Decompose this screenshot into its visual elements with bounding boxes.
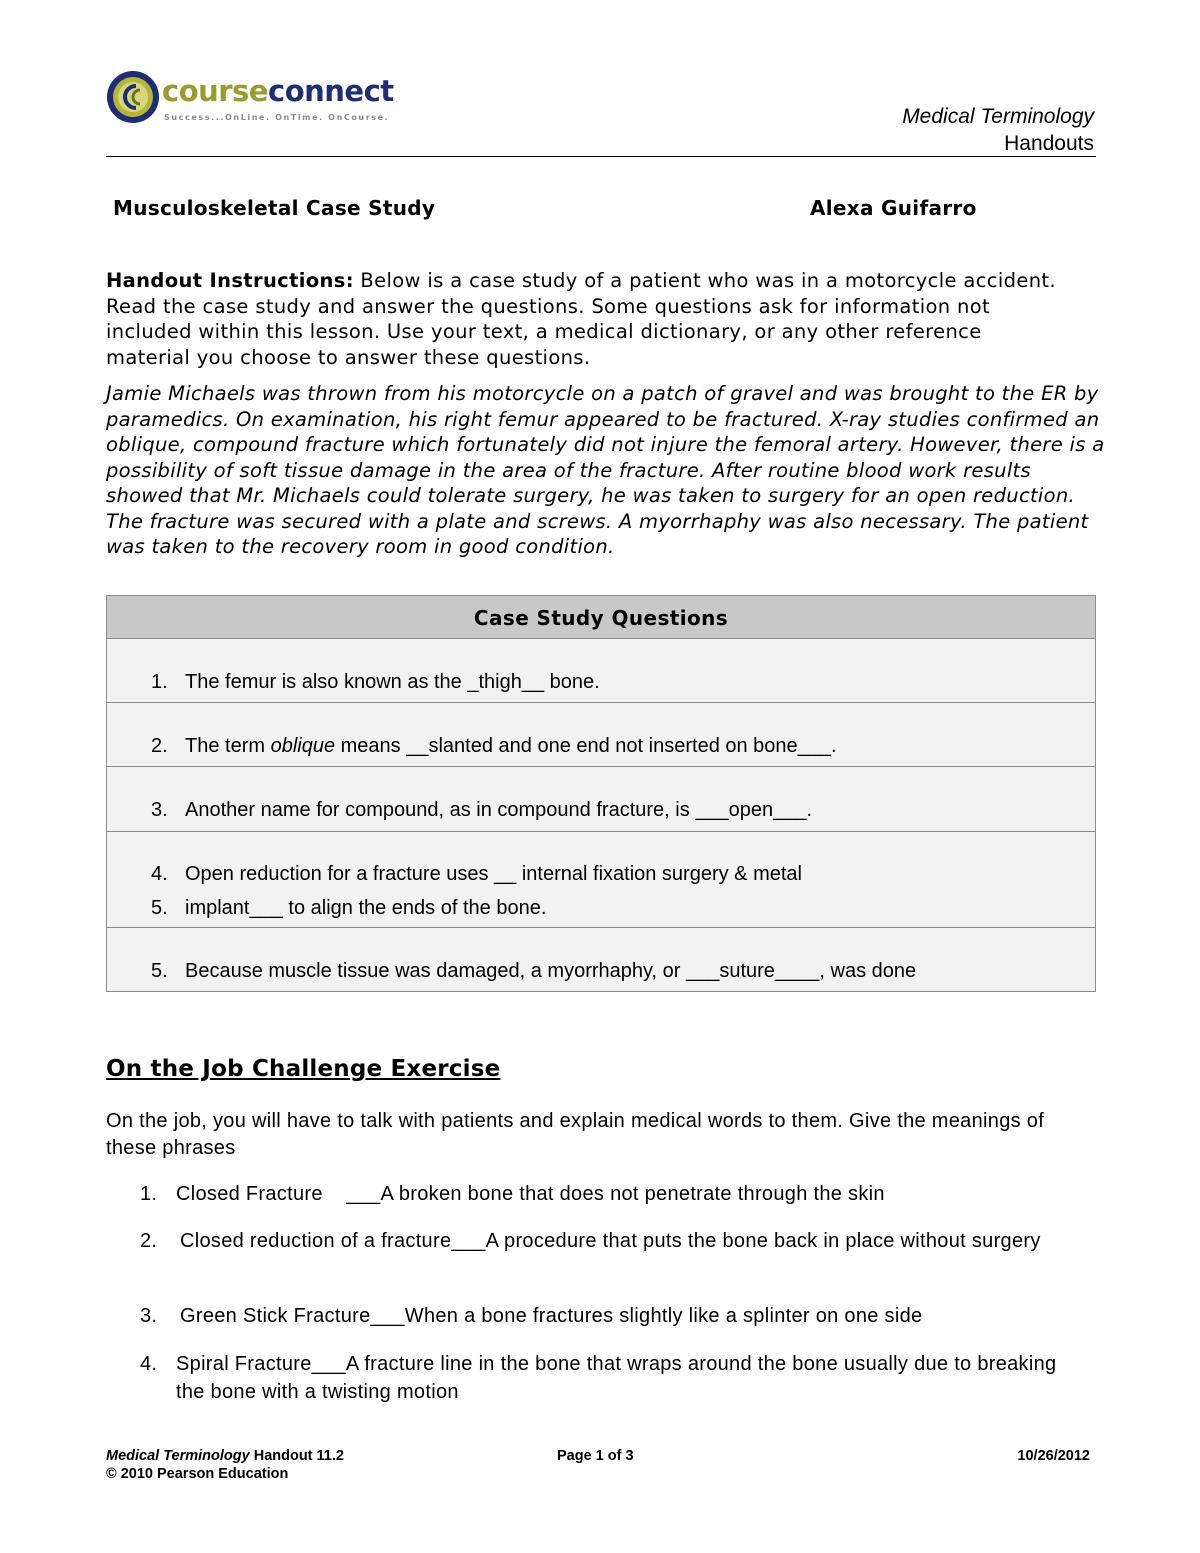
footer-handout: Medical Terminology Handout 11.2 — [106, 1448, 344, 1464]
logo-wordmark: courseconnect — [162, 74, 394, 108]
footer-copyright: © 2010 Pearson Education — [106, 1466, 289, 1482]
instructions-label: Handout Instructions: — [106, 269, 354, 292]
handout-instructions — [106, 268, 1066, 370]
header-divider — [106, 156, 1096, 157]
question-4: 4. Open reduction for a fracture uses __ internal fixation surgery & metal — [151, 863, 802, 885]
table-row — [107, 639, 1095, 703]
list-item: 3. Green Stick Fracture___When a bone fractures slightly like a splinter on one side — [140, 1305, 923, 1327]
table-row — [107, 767, 1095, 832]
logo-mark-icon — [106, 70, 160, 124]
case-study-text: Jamie Michaels was thrown from his motorcycle on a patch of gravel and was brought to the ER by paramedics. On examination, his right femur appeared to be fractured. X-ray studies confirmed an oblique, compound fracture which fortunately did not injure the femoral artery. However, there is a possibility of soft tissue damage in the area of the fracture. After routine blood work results showed that Mr. Michaels could tolerate surgery, he was taken to surgery for an open reduction. The fracture was secured with a plate and screws. A myorrhaphy was also necessary. The patient was taken to the recovery room in good condition. — [106, 382, 1105, 558]
case-study-questions-table — [106, 595, 1096, 992]
list-item: 1. Closed Fracture ___A broken bone that does not penetrate through the skin — [140, 1183, 885, 1205]
question-3: 3. Another name for compound, as in compound fracture, is ___open___. — [151, 799, 813, 821]
question-5: 5. Because muscle tissue was damaged, a myorrhaphy, or ___suture____, was done — [151, 960, 917, 982]
question-2: 2. The term oblique means __slanted and one end not inserted on bone___. — [151, 735, 837, 757]
logo-tagline: Success...OnLine. OnTime. OnCourse. — [164, 113, 390, 122]
list-item: 4. Spiral Fracture___A fracture line in the bone that wraps around the bone usually due to breaking the bone with a twisting motion — [140, 1353, 1057, 1403]
table-header: Case Study Questions — [107, 596, 1095, 639]
footer-date: 10/26/2012 — [1017, 1448, 1090, 1464]
header-title-line2: Handouts — [1004, 132, 1094, 155]
question-1: 1. The femur is also known as the _thigh__ bone. — [151, 671, 600, 693]
section-intro: On the job, you will have to talk with patients and explain medical words to them. Give the meanings of these phrases — [106, 1110, 1045, 1159]
table-row — [107, 928, 1095, 991]
author-name: Alexa Guifarro — [810, 196, 977, 220]
section-title: On the Job Challenge Exercise — [106, 1056, 501, 1082]
question-4-continued: 5. implant___ to align the ends of the bone. — [151, 897, 547, 919]
instructions-text: Below is a case study of a patient who was in a motorcycle accident. Read the case study and answer the questions. Some questions ask for information not included within this lesson. Use your text, a medical dictionary, or any other reference material you choose to answer these questions. — [106, 269, 1056, 369]
page-title: Musculoskeletal Case Study — [113, 196, 436, 220]
footer-left — [106, 1447, 344, 1483]
page-number: Page 1 of 3 — [557, 1448, 634, 1464]
header-title-line1: Medical Terminology — [902, 105, 1094, 128]
table-row — [107, 832, 1095, 928]
table-row — [107, 703, 1095, 767]
header-title — [902, 103, 1094, 157]
list-item: 2. Closed reduction of a fracture___A procedure that puts the bone back in place without surgery — [140, 1230, 1041, 1252]
